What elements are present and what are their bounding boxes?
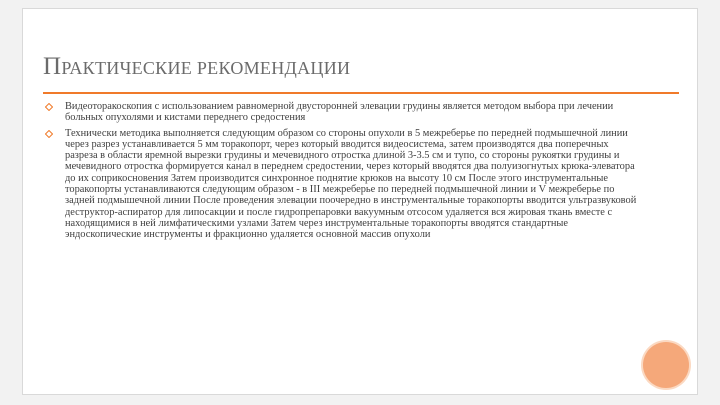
diamond-outline-icon: [45, 130, 53, 138]
title-underline: [43, 92, 679, 94]
bullet-item: [43, 101, 641, 124]
bullet-text: Технически методика выполняется следующим образом со стороны опухоли в 5 межреберье по передней подмышечной линии через разрез устанавливается 5 мм торакопорт, через который вводится видеосистема, затем производятся два поперечных разреза в области яремной вырезки грудины и мечевидного отростка длиной 3-3.5 см и тупо, со стороны рукоятки грудины и мечевидного отростка формируется канал в переднем средостении, через который вводятся два полуизогнутых крюка-элеватора до их соприкосновения Затем производится синхронное поднятие крюков на высоту 10 см После этого инструментальные торакопорты устанавливаются следующим образом - в III межреберье по передней подмышечной линии и V межреберье по задней подмышечной линии После проведения элевации поочередно в инструментальные торакопорты вводится ультразвуковой деструктор-аспиратор для липосакции и после гидропрепаровки вакуумным отсосом удаляется вся жировая ткань вместе с находящимися в ней лимфатическими узлами Затем через инструментальные торакопорты вводятся стандартные эндоскопические инструменты и фракционно удаляется основной массив опухоли: [65, 127, 637, 241]
bullet-text: Видеоторакоскопия с использованием равномерной двусторонней элевации грудины является методом выбора при лечении больных опухолями и кистами переднего средостения: [65, 101, 614, 124]
decorative-circle: [643, 342, 689, 388]
slide-title: [43, 53, 350, 81]
bullet-list: [43, 101, 641, 245]
diamond-outline-icon: [45, 103, 53, 111]
slide-title-rest: РАКТИЧЕСКИЕ РЕКОМЕНДАЦИИ: [61, 58, 351, 78]
slide: [22, 8, 698, 395]
bullet-item: [43, 128, 641, 241]
slide-title-initial: П: [43, 53, 62, 80]
